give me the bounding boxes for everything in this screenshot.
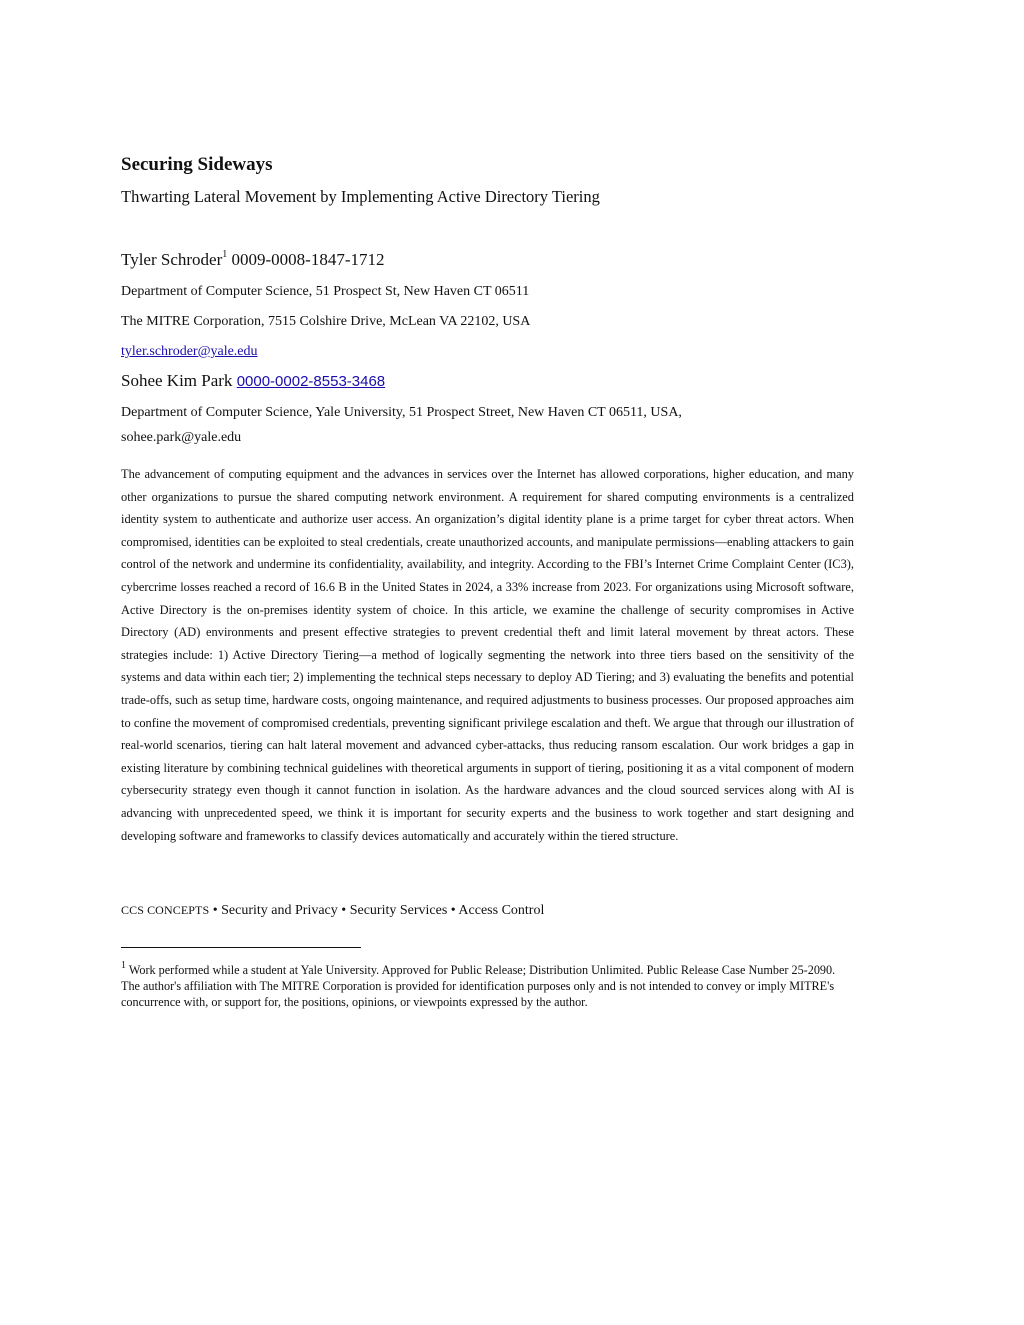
paper-title: Securing Sideways: [121, 154, 273, 175]
author-2: [121, 371, 385, 391]
author-2-email: sohee.park@yale.edu: [121, 430, 242, 445]
author-1-footnote-mark: 1: [222, 249, 228, 260]
author-1-email-line: [121, 344, 258, 360]
ccs-item-security-services: Security Services: [349, 903, 448, 918]
author-1: [121, 250, 384, 270]
ccs-item-security-privacy: Security and Privacy: [221, 903, 338, 918]
ccs-label: CCS CONCEPTS: [121, 903, 210, 917]
author-1-orcid: 0009-0008-1847-1712: [231, 250, 385, 269]
footnote: [121, 959, 854, 1010]
abstract: The advancement of computing equipment and the advances in services over the Internet has allowed corporations, higher education, and many other organizations to pursue the shared computing network environment. A requirement for shared computing environments is a centralized identity system to authenticate and authorize user access. An organization’s digital identity plane is a prime target for cyber threat actors. When compromised, identities can be exploited to steal credentials, create unauthorized accounts, and manipulate permissions—enabling attackers to gain control of the network and undermine its confidentiality, availability, and integrity. According to the FBI’s Internet Crime Complaint Center (IC3), cybercrime losses reached a record of 16.6 B in the United States in 2024, a 33% increase from 2023. For organizations using Microsoft software, Active Directory is the on-premises identity system of choice. In this article, we examine the challenge of security compromises in Active Directory (AD) environments and present effective strategies to prevent credential theft and limit lateral movement by threat actors. These strategies include: 1) Active Directory Tiering—a method of logically segmenting the network into three tiers based on the sensitivity of the systems and data within each tier; 2) implementing the technical steps necessary to deploy AD Tiering; and 3) evaluating the benefits and potential trade-offs, such as setup time, hardware costs, ongoing maintenance, and required adjustments to business processes. Our proposed approaches aim to confine the movement of compromised credentials, preventing significant privilege escalation and theft. We argue that through our illustration of real-world scenarios, tiering can halt lateral movement and advanced cyber-attacks, thus reducing ransom escalation. Our work bridges a gap in existing literature by combining technical guidelines with theoretical arguments in support of tiering, positioning it as a vital component of modern cybersecurity strategy even though it cannot function in isolation. As the hardware advances and the cloud sourced services along with AI is advancing with unprecedented speed, we think it is important for security experts and the business to work together and start designing and developing software and frameworks to classify devices automatically and accurately within the tiered structure.: [121, 467, 854, 843]
author-1-affiliation-1: Department of Computer Science, 51 Prospect St, New Haven CT 06511: [121, 284, 530, 299]
paper-subtitle: Thwarting Lateral Movement by Implementing Active Directory Tiering: [121, 187, 600, 206]
author-1-name: Tyler Schroder: [121, 250, 223, 269]
footnote-mark: 1: [121, 960, 126, 971]
ccs-concepts: CCS CONCEPTS • Security and Privacy • Security Services • Access Control: [121, 903, 545, 918]
author-1-affiliation-2: The MITRE Corporation, 7515 Colshire Drive, McLean VA 22102, USA: [121, 314, 531, 329]
author-1-email-link[interactable]: tyler.schroder@yale.edu: [121, 344, 258, 359]
author-2-name: Sohee Kim Park: [121, 371, 233, 390]
footnote-text: Work performed while a student at Yale University. Approved for Public Release; Distribution Unlimited. Public Release Case Number 25-2090. The author's affiliation with The MITRE Corporation is provided for identification purposes only and is not intended to convey or imply MITRE's concurrence with, or support for, the positions, opinions, or viewpoints expressed by the author.: [121, 963, 836, 1009]
author-2-orcid-link[interactable]: 0000-0002-8553-3468: [236, 373, 386, 390]
ccs-item-access-control: Access Control: [458, 903, 545, 918]
footnote-divider: [121, 947, 361, 948]
author-2-affiliation-1: Department of Computer Science, Yale University, 51 Prospect Street, New Haven CT 06511, USA,: [121, 405, 682, 420]
